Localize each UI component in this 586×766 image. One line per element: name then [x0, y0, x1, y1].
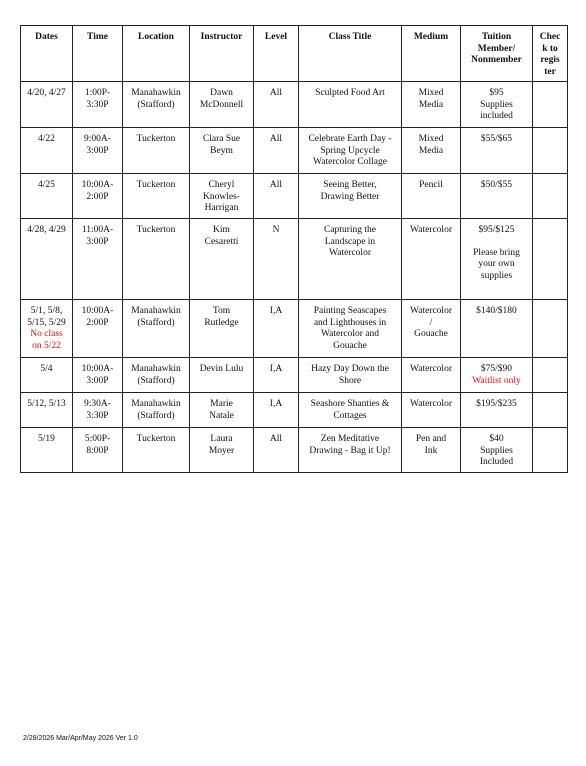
- medium-line: Mixed: [418, 88, 444, 98]
- table-row: [21, 393, 568, 428]
- tuition-line: Supplies: [480, 99, 513, 110]
- title-line: Sculpted Food Art: [315, 88, 385, 98]
- cell-level: [254, 358, 299, 393]
- cell-time: [73, 174, 123, 219]
- time-line: 2:00P: [86, 191, 109, 202]
- cell-location: [123, 358, 190, 393]
- cell-dates: [21, 219, 73, 300]
- instructor-line: Clara Sue: [202, 134, 241, 144]
- cell-medium: [402, 128, 461, 174]
- time-line: 11:00A-: [81, 225, 114, 235]
- header-check-to-register: Chec k to regis ter: [533, 26, 568, 82]
- no-class-note: on 5/22: [32, 340, 61, 351]
- dates-line: 5/19: [38, 434, 55, 444]
- supplies-note: supplies: [480, 270, 513, 281]
- time-line: 2:00P: [86, 317, 109, 328]
- location-line: (Stafford): [137, 99, 175, 110]
- instructor-line: Harrigan: [204, 203, 239, 213]
- level-value: I,A: [269, 399, 283, 409]
- time-line: 3:30P: [86, 99, 109, 110]
- dates-line: 4/28, 4/29: [27, 225, 66, 235]
- title-line: Capturing the: [324, 225, 376, 235]
- cell-dates: [21, 300, 73, 358]
- cell-check-to-register[interactable]: [533, 300, 568, 358]
- cell-check-to-register[interactable]: [533, 358, 568, 393]
- cell-level: [254, 428, 299, 473]
- cell-time: [73, 128, 123, 174]
- location-line: Manahawkin: [131, 399, 181, 409]
- instructor-line: Kim: [213, 225, 230, 235]
- tuition-line: $195/$235: [476, 399, 517, 409]
- cell-time: [73, 219, 123, 300]
- cell-level: [254, 300, 299, 358]
- dates-line: 5/12, 5/13: [27, 399, 66, 409]
- tuition-line: $95/$125: [478, 225, 515, 235]
- header-tuition: Tuition Member/ Nonmember: [461, 26, 533, 82]
- level-value: All: [269, 434, 283, 444]
- location-line: (Stafford): [137, 375, 175, 386]
- cell-location: [123, 393, 190, 428]
- cell-title: [299, 82, 402, 128]
- cell-medium: [402, 174, 461, 219]
- title-line: Drawing Better: [320, 191, 380, 202]
- cell-tuition: [461, 393, 533, 428]
- medium-line: Ink: [424, 445, 438, 456]
- header-time: Time: [73, 26, 123, 82]
- medium-line: Media: [418, 99, 444, 110]
- instructor-line: Tom: [212, 306, 231, 316]
- title-line: Spring Upcycle: [320, 145, 380, 156]
- supplies-note: Please bring: [473, 247, 520, 258]
- table-row: [21, 174, 568, 219]
- tuition-line: $75/$90: [480, 364, 513, 374]
- cell-check-to-register[interactable]: [533, 428, 568, 473]
- instructor-line: Marie: [210, 399, 233, 409]
- tuition-line: $50/$55: [480, 180, 513, 190]
- title-line: Painting Seascapes: [313, 306, 387, 316]
- time-line: 8:00P: [86, 445, 109, 456]
- cell-location: [123, 128, 190, 174]
- time-line: 3:00P: [86, 375, 109, 386]
- title-line: Zen Meditative: [320, 434, 380, 444]
- instructor-line: Natale: [209, 410, 234, 421]
- instructor-line: Moyer: [208, 445, 235, 456]
- table-row: [21, 219, 568, 300]
- cell-title: [299, 219, 402, 300]
- table-row: [21, 300, 568, 358]
- cell-level: [254, 128, 299, 174]
- cell-level: [254, 174, 299, 219]
- cell-instructor: [190, 300, 254, 358]
- instructor-line: Rutledge: [204, 317, 239, 328]
- class-schedule-table: [20, 25, 568, 473]
- cell-time: [73, 300, 123, 358]
- time-line: 3:00P: [86, 145, 109, 156]
- level-value: I,A: [269, 306, 283, 316]
- header-instructor: Instructor: [190, 26, 254, 82]
- cell-title: [299, 174, 402, 219]
- cell-title: [299, 358, 402, 393]
- cell-tuition: [461, 128, 533, 174]
- title-line: Seashore Shanties &: [310, 399, 390, 409]
- cell-level: [254, 219, 299, 300]
- medium-line: Watercolor: [410, 306, 452, 316]
- tuition-line: $95: [489, 88, 504, 98]
- cell-instructor: [190, 128, 254, 174]
- cell-dates: [21, 128, 73, 174]
- cell-medium: [402, 428, 461, 473]
- dates-line: 4/22: [38, 134, 55, 144]
- time-line: 3:00P: [86, 236, 109, 247]
- tuition-line: $40: [489, 434, 504, 444]
- title-line: Hazy Day Down the: [311, 364, 389, 374]
- medium-line: /: [429, 317, 433, 328]
- level-value: N: [272, 225, 280, 235]
- location-line: Tuckerton: [136, 225, 176, 235]
- cell-time: [73, 393, 123, 428]
- cell-tuition: [461, 82, 533, 128]
- cell-tuition: [461, 174, 533, 219]
- cell-location: [123, 174, 190, 219]
- cell-medium: [402, 300, 461, 358]
- instructor-line: Beym: [210, 145, 233, 156]
- cell-title: [299, 393, 402, 428]
- dates-line: 4/20, 4/27: [27, 88, 66, 98]
- header-medium: Medium: [402, 26, 461, 82]
- title-line: Cottages: [333, 410, 367, 421]
- location-line: (Stafford): [137, 410, 175, 421]
- table-row: [21, 428, 568, 473]
- cell-time: [73, 358, 123, 393]
- location-line: Tuckerton: [136, 434, 176, 444]
- medium-line: Watercolor: [410, 364, 452, 374]
- title-line: Watercolor and: [320, 329, 380, 339]
- instructor-line: Dawn: [210, 88, 233, 98]
- time-line: 3:30P: [86, 410, 109, 421]
- header-level: Level: [254, 26, 299, 82]
- instructor-line: Cheryl: [208, 180, 235, 190]
- instructor-line: Laura: [210, 434, 233, 444]
- instructor-line: Knowles-: [203, 191, 240, 202]
- tuition-line: $55/$65: [480, 134, 513, 144]
- cell-title: [299, 128, 402, 174]
- cell-time: [73, 82, 123, 128]
- dates-line: 4/25: [38, 180, 55, 190]
- title-line: Seeing Better,: [323, 180, 377, 190]
- location-line: Manahawkin: [131, 88, 181, 98]
- table-row: [21, 128, 568, 174]
- table-row: [21, 358, 568, 393]
- cell-location: [123, 428, 190, 473]
- medium-line: Gouache: [414, 329, 448, 339]
- cell-medium: [402, 393, 461, 428]
- medium-line: Pencil: [419, 180, 443, 190]
- cell-location: [123, 300, 190, 358]
- waitlist-note: Waitlist only: [472, 375, 521, 386]
- time-line: 10:00A-: [81, 306, 114, 316]
- tuition-line: Supplies: [480, 445, 513, 456]
- cell-dates: [21, 358, 73, 393]
- cell-instructor: [190, 82, 254, 128]
- cell-check-to-register[interactable]: [533, 393, 568, 428]
- header-location: Location: [123, 26, 190, 82]
- cell-check-to-register[interactable]: [533, 174, 568, 219]
- title-line: Shore: [338, 375, 362, 386]
- cell-medium: [402, 219, 461, 300]
- title-line: Celebrate Earth Day -: [308, 134, 392, 144]
- cell-tuition: [461, 358, 533, 393]
- cell-check-to-register[interactable]: [533, 82, 568, 128]
- cell-check-to-register[interactable]: [533, 219, 568, 300]
- time-line: 10:00A-: [81, 180, 114, 190]
- cell-instructor: [190, 358, 254, 393]
- title-line: Watercolor Collage: [313, 157, 387, 167]
- title-line: Drawing - Bag it Up!: [309, 445, 391, 456]
- cell-level: [254, 82, 299, 128]
- location-line: Manahawkin: [131, 364, 181, 374]
- level-value: All: [269, 88, 283, 98]
- cell-medium: [402, 82, 461, 128]
- cell-instructor: [190, 393, 254, 428]
- medium-line: Media: [418, 145, 444, 156]
- header-class-title: Class Title: [299, 26, 402, 82]
- no-class-note: No class: [30, 329, 63, 339]
- medium-line: Mixed: [418, 134, 444, 144]
- cell-dates: [21, 393, 73, 428]
- time-line: 1:00P-: [84, 88, 111, 98]
- dates-line: 5/4: [40, 364, 53, 374]
- cell-medium: [402, 358, 461, 393]
- tuition-line: $140/$180: [476, 306, 517, 316]
- instructor-line: McDonnell: [199, 99, 244, 110]
- title-line: Landscape in: [324, 236, 376, 247]
- cell-instructor: [190, 428, 254, 473]
- supplies-note: your own: [478, 259, 515, 269]
- title-line: Gouache: [333, 340, 367, 351]
- cell-tuition: [461, 219, 533, 300]
- time-line: 10:00A-: [81, 364, 114, 374]
- cell-check-to-register[interactable]: [533, 128, 568, 174]
- cell-location: [123, 82, 190, 128]
- cell-instructor: [190, 174, 254, 219]
- cell-dates: [21, 82, 73, 128]
- cell-instructor: [190, 219, 254, 300]
- instructor-line: Cesaretti: [204, 236, 239, 247]
- cell-tuition: [461, 428, 533, 473]
- cell-title: [299, 300, 402, 358]
- title-line: and Lighthouses in: [313, 317, 387, 328]
- cell-location: [123, 219, 190, 300]
- time-line: 5:00P-: [84, 434, 111, 444]
- header-dates: Dates: [21, 26, 73, 82]
- tuition-line: Included: [479, 457, 514, 467]
- time-line: 9:00A-: [84, 134, 111, 144]
- location-line: Manahawkin: [131, 306, 181, 316]
- location-line: Tuckerton: [136, 134, 176, 144]
- dates-line: 5/1, 5/8,: [30, 306, 63, 316]
- location-line: Tuckerton: [136, 180, 176, 190]
- cell-level: [254, 393, 299, 428]
- cell-dates: [21, 428, 73, 473]
- tuition-line: included: [480, 111, 513, 121]
- title-line: Watercolor: [329, 248, 371, 258]
- footer-version: 2/28/2026 Mar/Apr/May 2026 Ver 1.0: [23, 735, 138, 742]
- time-line: 9:30A-: [84, 399, 111, 409]
- header-row: [21, 26, 568, 82]
- dates-line: 5/15, 5/29: [27, 317, 66, 328]
- cell-title: [299, 428, 402, 473]
- medium-line: Watercolor: [410, 225, 452, 235]
- cell-time: [73, 428, 123, 473]
- level-value: All: [269, 180, 283, 190]
- table-row: [21, 82, 568, 128]
- cell-dates: [21, 174, 73, 219]
- level-value: I,A: [269, 364, 283, 374]
- location-line: (Stafford): [137, 317, 175, 328]
- medium-line: Watercolor: [410, 399, 452, 409]
- level-value: All: [269, 134, 283, 144]
- cell-tuition: [461, 300, 533, 358]
- instructor-line: Devin Lulu: [199, 364, 244, 374]
- medium-line: Pen and: [415, 434, 447, 444]
